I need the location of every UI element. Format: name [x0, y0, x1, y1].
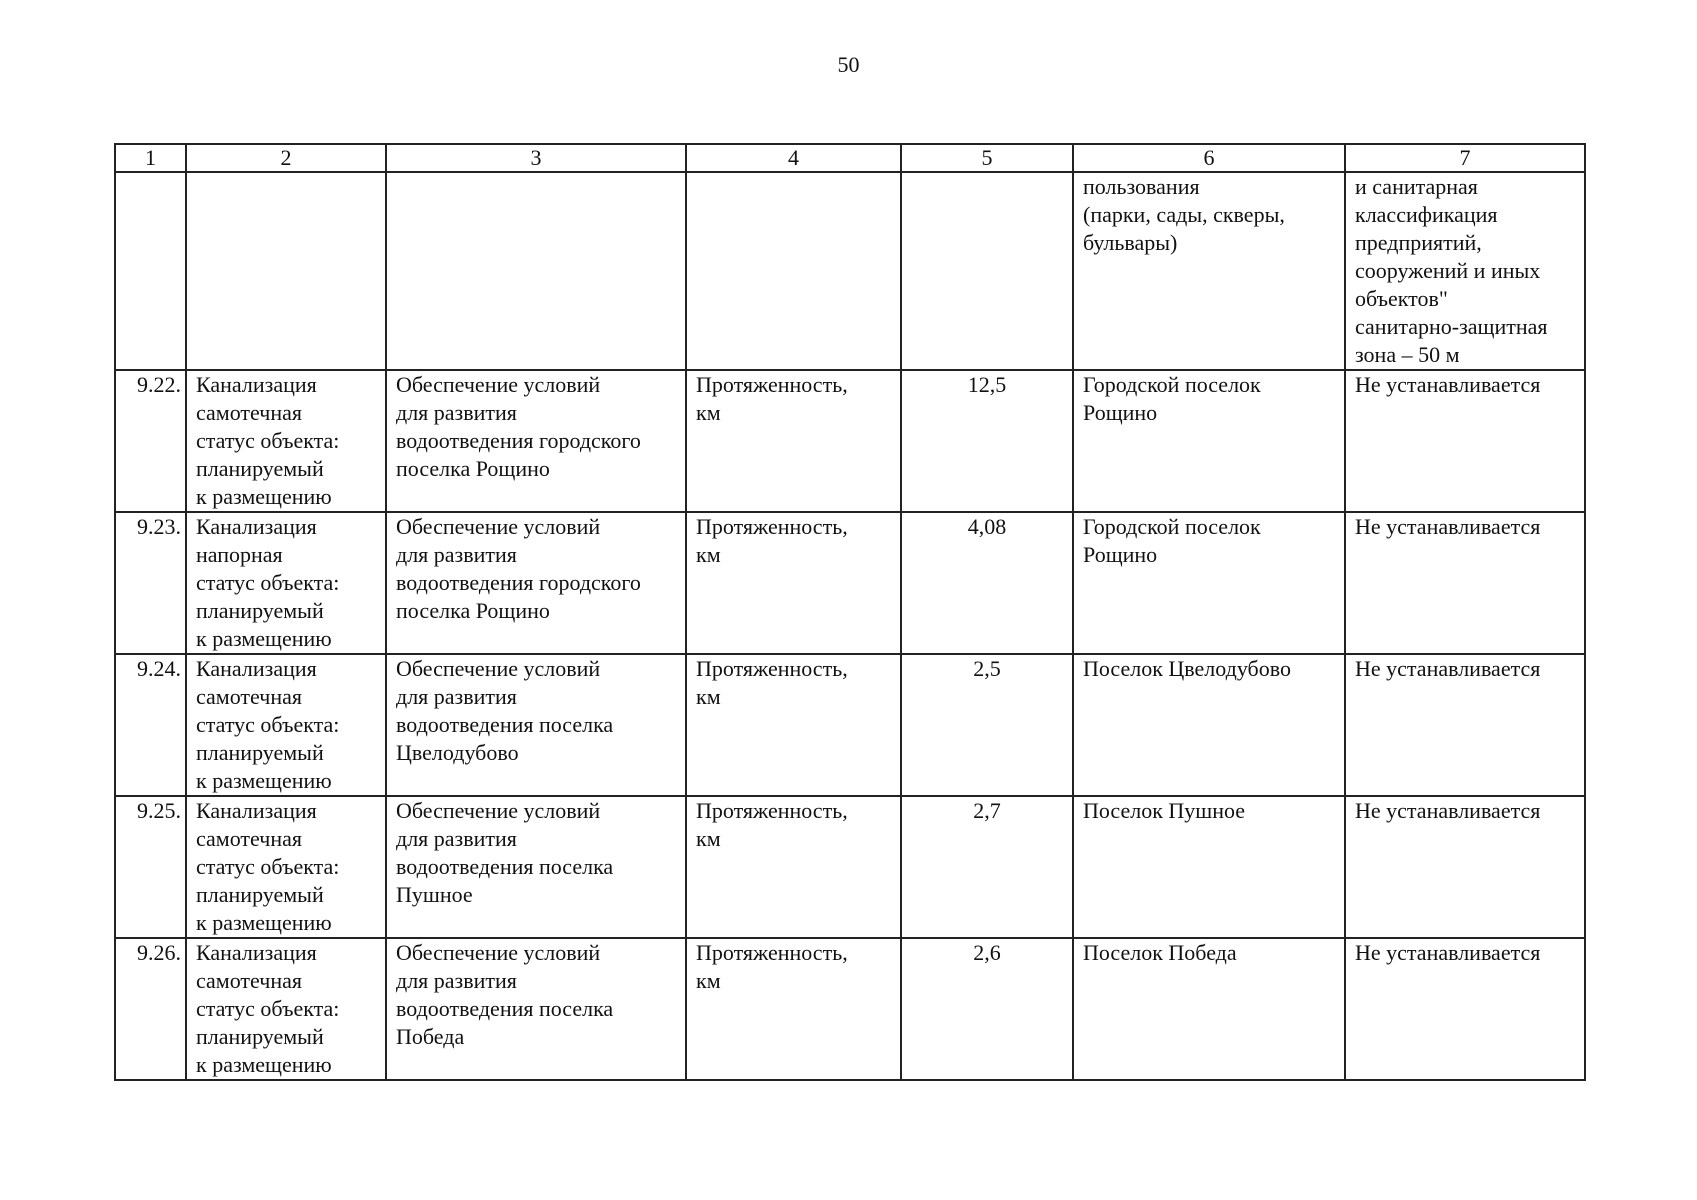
empty-cell: [186, 172, 386, 370]
location-cell: [1073, 512, 1345, 654]
cell-text-line: Канализация: [196, 940, 317, 965]
cell-text-line: планируемый: [196, 598, 324, 623]
zone-cell: Не устанавливается: [1345, 654, 1585, 796]
object-name-cell: [186, 512, 386, 654]
cell-text-line: водоотведения поселка: [396, 854, 614, 879]
column-number-row: [115, 144, 1585, 172]
cell-text-line: планируемый: [196, 1024, 324, 1049]
cell-text-line: Городской поселок: [1083, 514, 1261, 539]
cell-text-line: Поселок Победа: [1083, 940, 1237, 965]
item-number-cell: 9.22.: [115, 370, 186, 512]
cell-text-line: Протяженность,: [696, 514, 848, 539]
cell-text-line: Канализация: [196, 372, 317, 397]
cell-text-line: планируемый: [196, 740, 324, 765]
cell-text-line: Обеспечение условий: [396, 798, 601, 823]
zone-cell: Не устанавливается: [1345, 370, 1585, 512]
cell-text-line: самотечная: [196, 400, 302, 425]
cell-text-line: статус объекта:: [196, 712, 340, 737]
cell-text-line: км: [696, 684, 721, 709]
column-header: 6: [1073, 144, 1345, 172]
cell-text-line: Цвелодубово: [396, 740, 519, 765]
cell-text-line: к размещению: [196, 910, 332, 935]
item-number-cell: 9.25.: [115, 796, 186, 938]
cell-text-line: Протяженность,: [696, 940, 848, 965]
objects-table: [114, 143, 1586, 1081]
cell-text-line: и санитарная: [1355, 174, 1478, 199]
purpose-cell: [386, 370, 686, 512]
object-name-cell: [186, 654, 386, 796]
characteristic-cell: [686, 654, 901, 796]
cell-text-line: км: [696, 826, 721, 851]
cell-text-line: Пушное: [396, 882, 473, 907]
cell-text-line: к размещению: [196, 626, 332, 651]
cell-text-line: водоотведения поселка: [396, 712, 614, 737]
characteristic-cell: [686, 938, 901, 1080]
cell-text-line: км: [696, 400, 721, 425]
cell-text-line: планируемый: [196, 882, 324, 907]
value-cell: 2,7: [901, 796, 1073, 938]
empty-cell: [901, 172, 1073, 370]
cell-text-line: водоотведения городского: [396, 570, 641, 595]
continuation-row: [115, 172, 1585, 370]
cell-text-line: сооружений и иных: [1355, 258, 1541, 283]
cell-text-line: самотечная: [196, 826, 302, 851]
empty-cell: [686, 172, 901, 370]
value-cell: 4,08: [901, 512, 1073, 654]
page-number: 50: [837, 52, 860, 77]
characteristic-cell: [686, 370, 901, 512]
value-cell: 12,5: [901, 370, 1073, 512]
column-header: 7: [1345, 144, 1585, 172]
table-row: [115, 796, 1585, 938]
location-cell: [1073, 654, 1345, 796]
cell-text-line: водоотведения городского: [396, 428, 641, 453]
cell-text-line: статус объекта:: [196, 996, 340, 1021]
column-header: 5: [901, 144, 1073, 172]
cell-text-line: Канализация: [196, 798, 317, 823]
cell-text-line: Обеспечение условий: [396, 656, 601, 681]
zone-cell: [1345, 172, 1585, 370]
cell-text-line: Рощино: [1083, 542, 1158, 567]
table-row: [115, 654, 1585, 796]
cell-text-line: для развития: [396, 684, 517, 709]
cell-text-line: для развития: [396, 400, 517, 425]
cell-text-line: объектов": [1355, 286, 1448, 311]
column-header: 3: [386, 144, 686, 172]
cell-text-line: км: [696, 542, 721, 567]
cell-text-line: к размещению: [196, 1052, 332, 1077]
cell-text-line: км: [696, 968, 721, 993]
cell-text-line: Победа: [396, 1024, 465, 1049]
characteristic-cell: [686, 512, 901, 654]
cell-text-line: статус объекта:: [196, 428, 340, 453]
object-name-cell: [186, 938, 386, 1080]
cell-text-line: пользования: [1083, 174, 1200, 199]
zone-cell: Не устанавливается: [1345, 512, 1585, 654]
cell-text-line: Канализация: [196, 514, 317, 539]
cell-text-line: поселка Рощино: [396, 456, 550, 481]
object-name-cell: [186, 370, 386, 512]
table-row: [115, 938, 1585, 1080]
item-number-cell: 9.23.: [115, 512, 186, 654]
cell-text-line: для развития: [396, 968, 517, 993]
column-header: 2: [186, 144, 386, 172]
cell-text-line: бульвары): [1083, 230, 1178, 255]
cell-text-line: поселка Рощино: [396, 598, 550, 623]
column-header: 1: [115, 144, 186, 172]
item-number-cell: 9.26.: [115, 938, 186, 1080]
cell-text-line: к размещению: [196, 768, 332, 793]
value-cell: 2,5: [901, 654, 1073, 796]
item-number-cell: 9.24.: [115, 654, 186, 796]
cell-text-line: санитарно-защитная: [1355, 314, 1548, 339]
cell-text-line: для развития: [396, 542, 517, 567]
cell-text-line: зона – 50 м: [1355, 342, 1460, 367]
cell-text-line: Протяженность,: [696, 656, 848, 681]
location-cell: [1073, 172, 1345, 370]
cell-text-line: самотечная: [196, 684, 302, 709]
cell-text-line: Канализация: [196, 656, 317, 681]
cell-text-line: Обеспечение условий: [396, 372, 601, 397]
cell-text-line: Городской поселок: [1083, 372, 1261, 397]
table-row: [115, 512, 1585, 654]
purpose-cell: [386, 938, 686, 1080]
cell-text-line: планируемый: [196, 456, 324, 481]
cell-text-line: водоотведения поселка: [396, 996, 614, 1021]
zone-cell: Не устанавливается: [1345, 796, 1585, 938]
location-cell: [1073, 370, 1345, 512]
cell-text-line: (парки, сады, скверы,: [1083, 202, 1285, 227]
table-row: [115, 370, 1585, 512]
cell-text-line: Рощино: [1083, 400, 1158, 425]
location-cell: [1073, 938, 1345, 1080]
zone-cell: Не устанавливается: [1345, 938, 1585, 1080]
empty-cell: [115, 172, 186, 370]
cell-text-line: напорная: [196, 542, 283, 567]
cell-text-line: предприятий,: [1355, 230, 1482, 255]
column-header: 4: [686, 144, 901, 172]
cell-text-line: к размещению: [196, 484, 332, 509]
cell-text-line: Обеспечение условий: [396, 940, 601, 965]
purpose-cell: [386, 654, 686, 796]
cell-text-line: статус объекта:: [196, 570, 340, 595]
purpose-cell: [386, 796, 686, 938]
cell-text-line: самотечная: [196, 968, 302, 993]
cell-text-line: Поселок Цвелодубово: [1083, 656, 1291, 681]
cell-text-line: для развития: [396, 826, 517, 851]
cell-text-line: Обеспечение условий: [396, 514, 601, 539]
cell-text-line: Протяженность,: [696, 372, 848, 397]
cell-text-line: Протяженность,: [696, 798, 848, 823]
empty-cell: [386, 172, 686, 370]
object-name-cell: [186, 796, 386, 938]
cell-text-line: Поселок Пушное: [1083, 798, 1246, 823]
location-cell: [1073, 796, 1345, 938]
characteristic-cell: [686, 796, 901, 938]
cell-text-line: статус объекта:: [196, 854, 340, 879]
value-cell: 2,6: [901, 938, 1073, 1080]
purpose-cell: [386, 512, 686, 654]
cell-text-line: классификация: [1355, 202, 1498, 227]
